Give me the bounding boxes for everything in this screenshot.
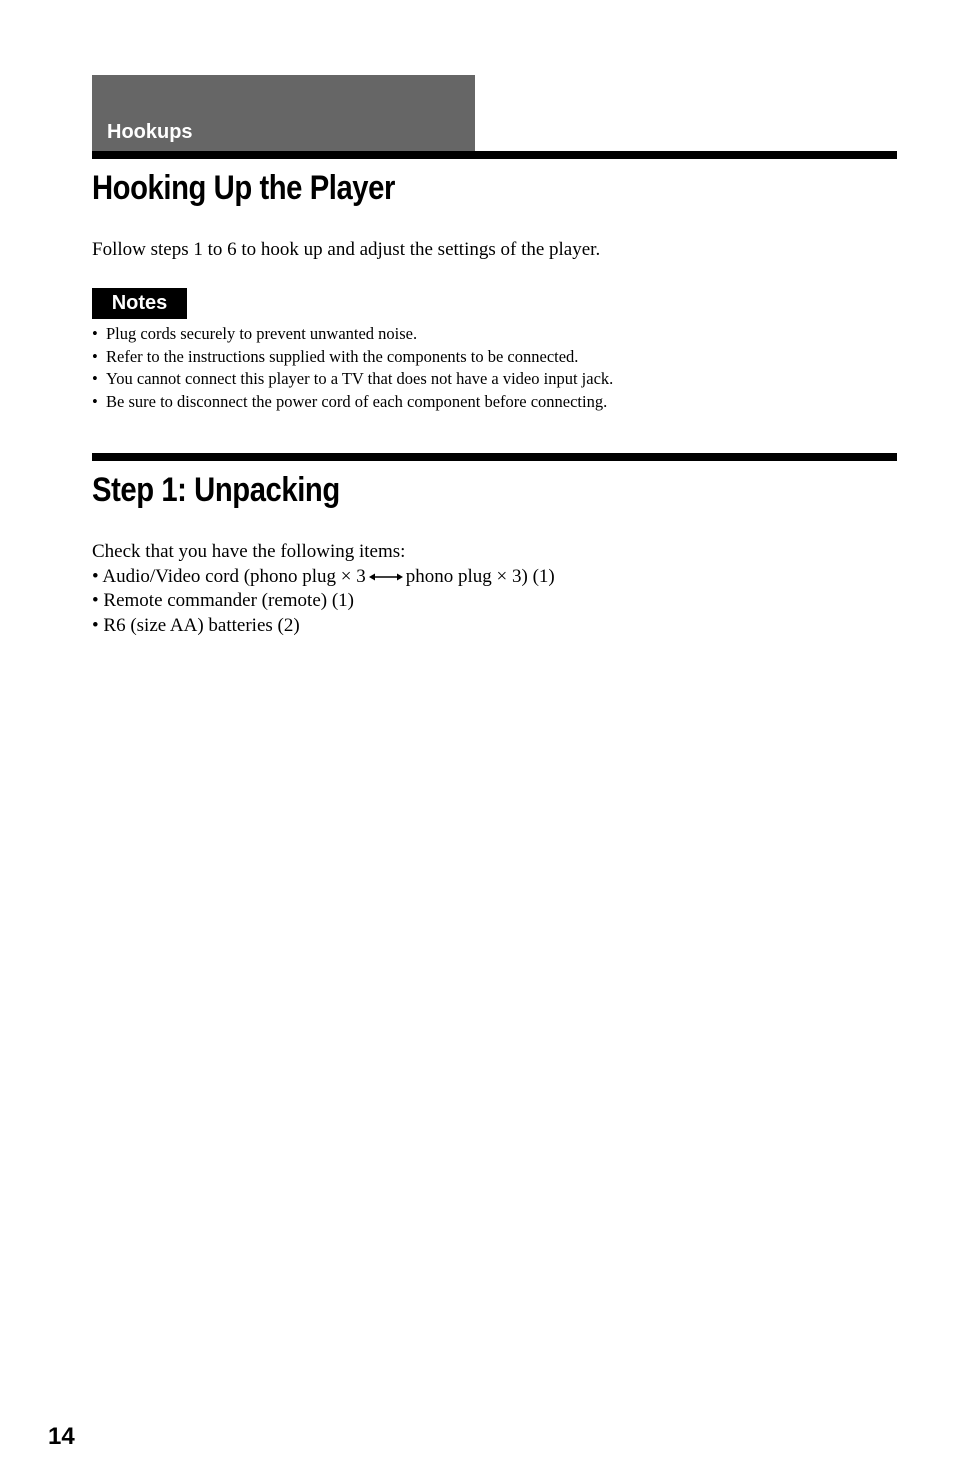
double-arrow-icon bbox=[369, 571, 403, 583]
item-av-cord-part2: phono plug × 3) (1) bbox=[405, 565, 555, 587]
note-text-4: Be sure to disconnect the power cord of each component before connecting. bbox=[106, 392, 608, 412]
bullet: • bbox=[92, 392, 98, 412]
note-text-3: You cannot connect this player to a TV that does not have a video input jack. bbox=[106, 369, 614, 389]
note-item-4 bbox=[92, 391, 613, 414]
intro-text: Follow steps 1 to 6 to hook up and adjust the settings of the player. bbox=[92, 239, 601, 260]
heading-step1: Step 1: Unpacking bbox=[92, 471, 340, 509]
page-number: 14 bbox=[48, 1423, 75, 1450]
item-av-cord bbox=[92, 565, 555, 590]
notes-badge: Notes bbox=[92, 288, 187, 319]
heading-rule-2 bbox=[92, 453, 897, 461]
item-batteries-text: R6 (size AA) batteries (2) bbox=[103, 614, 300, 636]
item-remote-text: Remote commander (remote) (1) bbox=[103, 590, 354, 611]
note-text-1: Plug cords securely to prevent unwanted noise. bbox=[106, 324, 418, 343]
note-item-2 bbox=[92, 346, 613, 369]
note-item-1 bbox=[92, 323, 613, 346]
item-batteries bbox=[92, 614, 555, 639]
bullet: • bbox=[92, 346, 98, 366]
item-av-cord-part1: Audio/Video cord (phono plug × 3 bbox=[102, 565, 366, 587]
bullet: • bbox=[92, 614, 99, 636]
section-tab-label: Hookups bbox=[107, 121, 193, 143]
heading-hooking-up: Hooking Up the Player bbox=[92, 169, 395, 207]
bullet: • bbox=[92, 324, 98, 343]
bullet: • bbox=[92, 565, 99, 587]
heading-rule-1 bbox=[92, 151, 897, 159]
item-remote bbox=[92, 589, 555, 614]
step1-intro: Check that you have the following items: bbox=[92, 541, 406, 562]
step1-body bbox=[92, 540, 555, 638]
bullet: • bbox=[92, 590, 99, 611]
note-item-3 bbox=[92, 368, 613, 391]
notes-list bbox=[92, 323, 613, 414]
section-tab bbox=[92, 75, 475, 151]
bullet: • bbox=[92, 369, 98, 389]
note-text-2: Refer to the instructions supplied with the components to be connected. bbox=[106, 346, 579, 366]
